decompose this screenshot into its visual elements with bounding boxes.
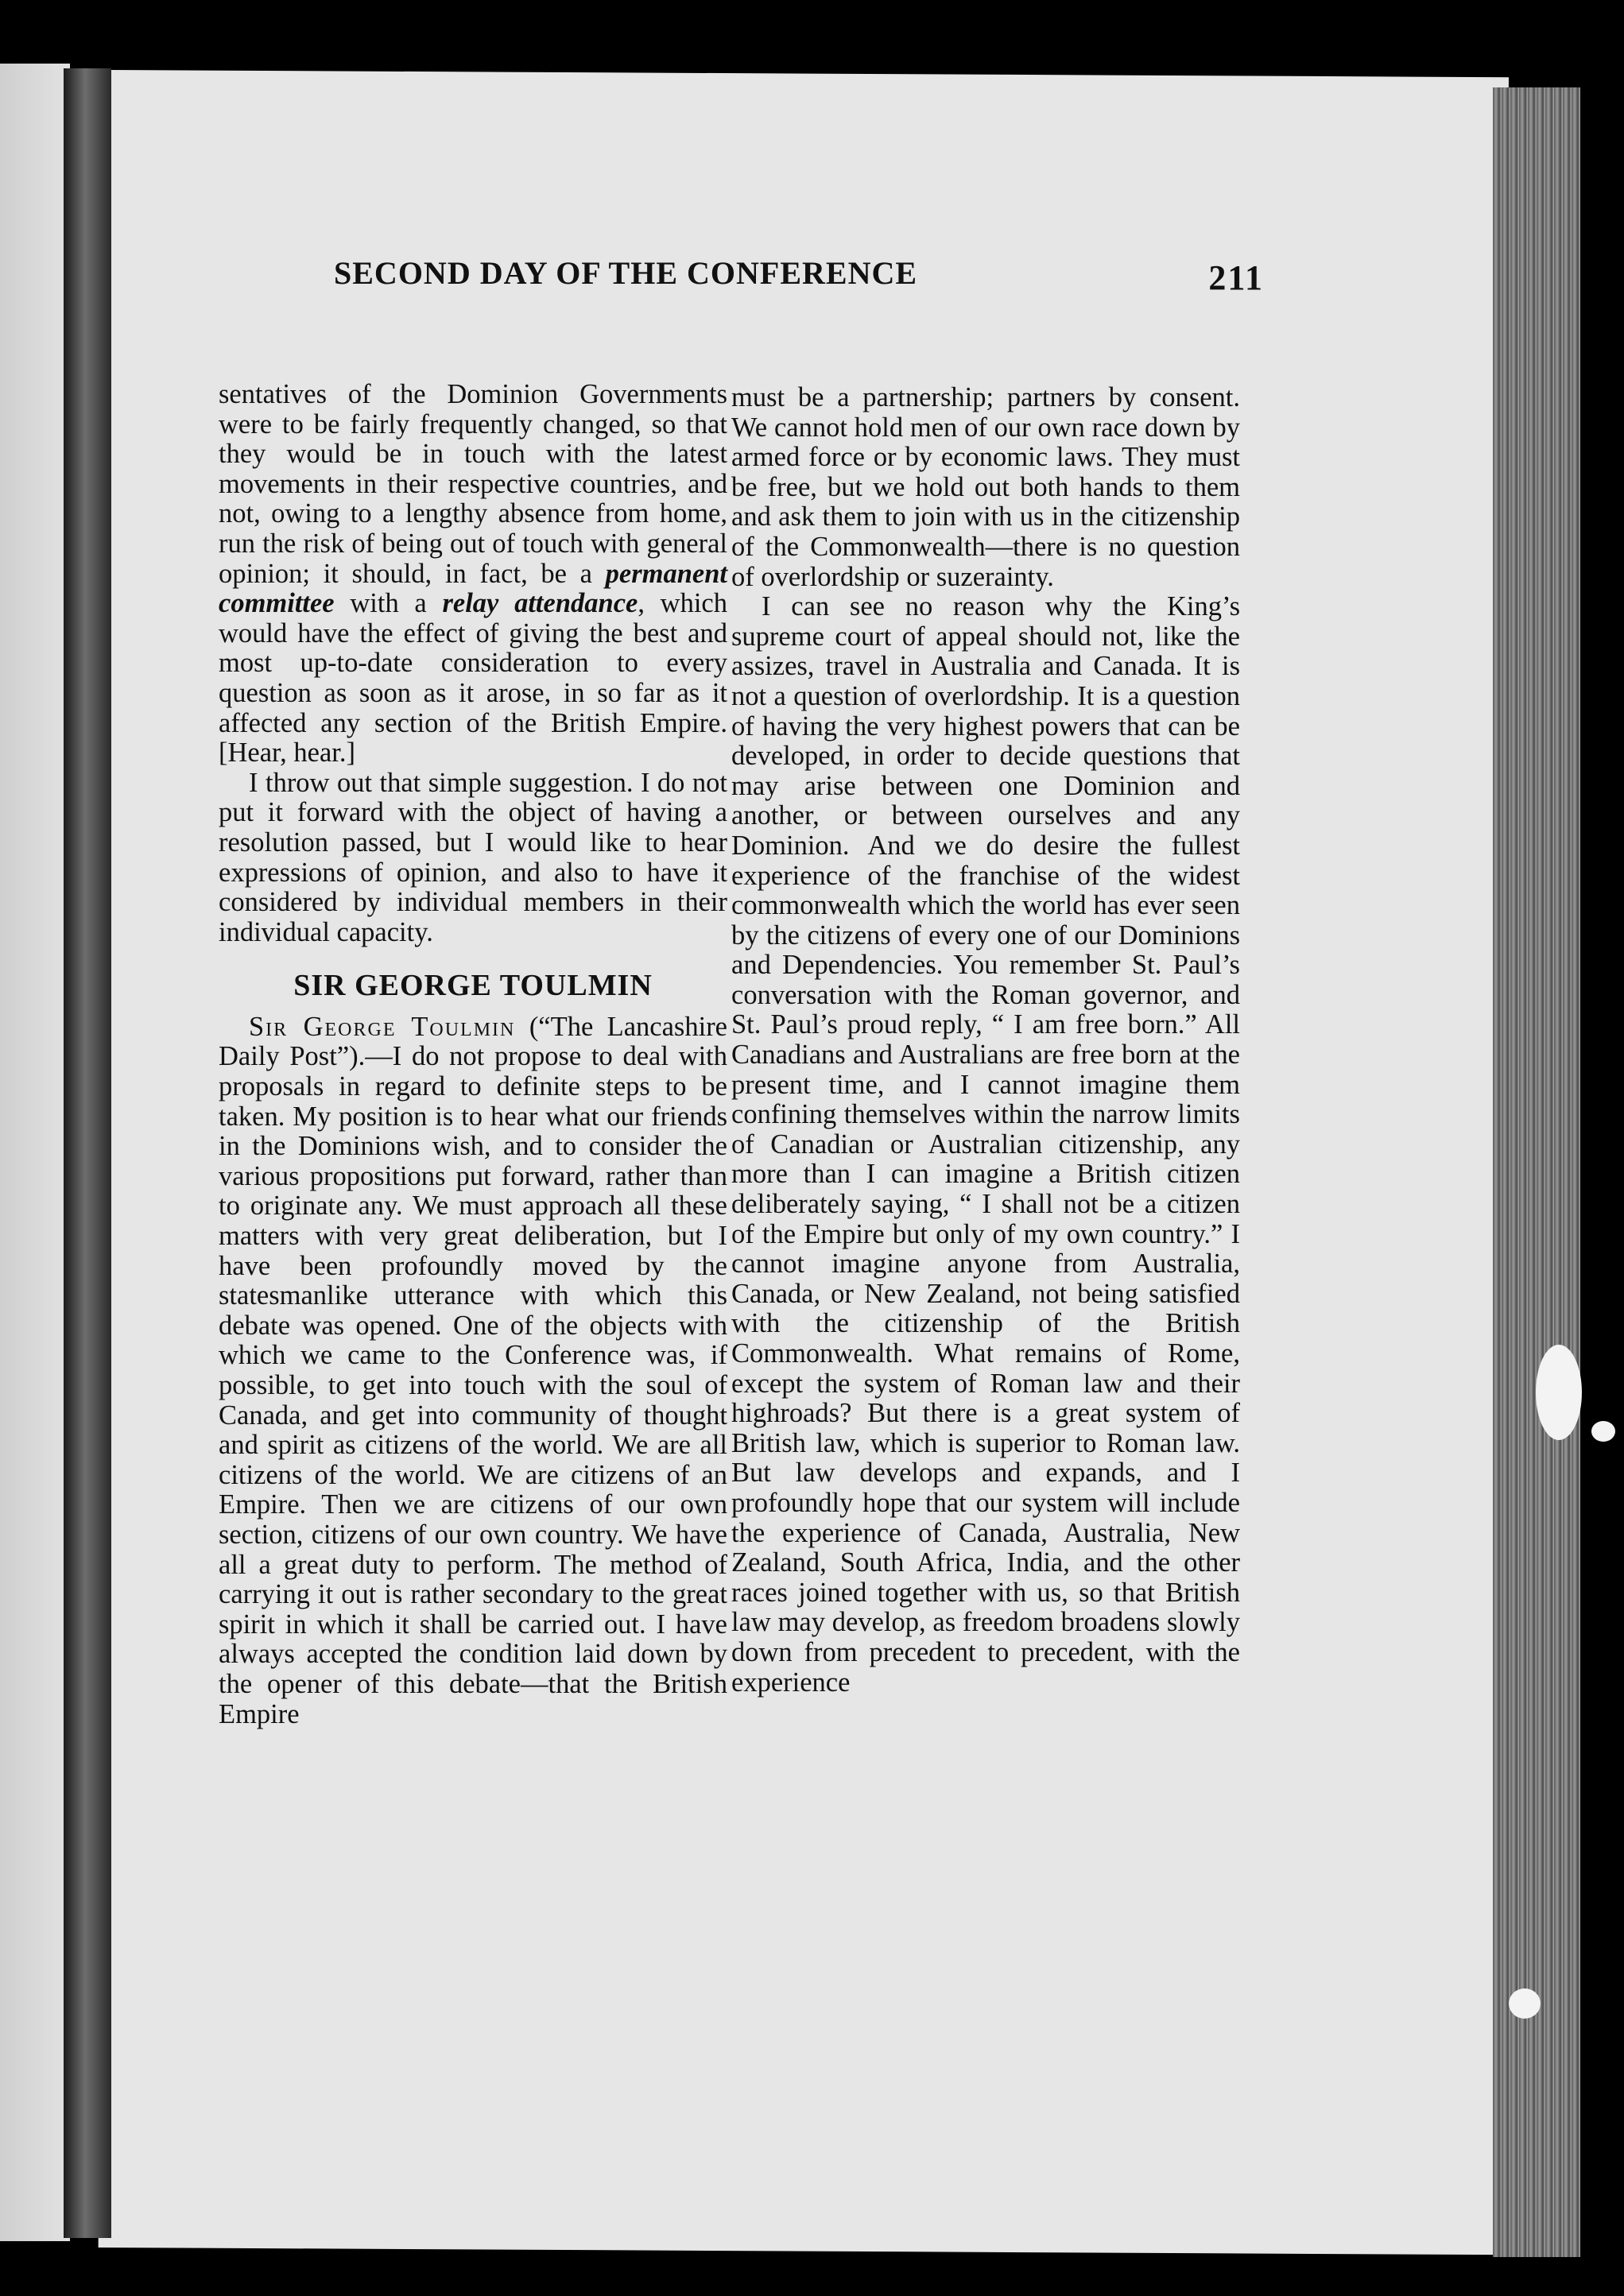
emphasis-text: permanent committee (219, 558, 727, 619)
emphasis-text: relay attendance (442, 588, 638, 619)
paper-blemish (1536, 1345, 1582, 1440)
paragraph (219, 1012, 727, 1729)
facing-page-edge (0, 64, 70, 2241)
paragraph: must be a partnership; partners by consent. We cannot hold men of our own race down by armed force or by economic laws. They must be free, but we hold out both hands to them and ask them to join with us in the citizenship of the Commonwealth—there is no question of overlordship or suzerainty. (731, 382, 1240, 592)
speaker-name: Sir George Toulmin (249, 1011, 516, 1042)
section-heading: SIR GEORGE TOULMIN (293, 969, 653, 1003)
page-number: 211 (1208, 258, 1264, 297)
paragraph: I can see no reason why the King’s supreme court of appeal should not, like the assizes, travel in Australia and Canada. It is not a question of overlordship. It is a question of having the very highest powers that can be developed, in order to decide questions that may arise between one Dominion and another, or between ourselves and any Dominion. And we do desire the fullest experience of the franchise of the widest commonwealth which the world has ever seen by the citizens of every one of our Dominions and Dependencies. You remember St. Paul’s conversation with the Roman governor, and St. Paul’s proud reply, “ I am free born.” All Canadians and Australians are free born at the present time, and I cannot imagine them confining themselves within the narrow limits of Canadian or Australian citizenship, any more than I can imagine a British citizen deliberately saying, “ I shall not be a citizen of the Empire but only of my own country.” I cannot imagine anyone from Australia, Canada, or New Zealand, not being satisfied with the citizenship of the British Commonwealth. What remains of Rome, except the system of Roman law and their highroads? But there is a great system of British law, which is superior to Roman law. But law develops and expands, and I profoundly hope that our system will include the experience of Canada, Australia, New Zealand, South Africa, India, and the other races joined together with us, so that British law may develop, as freedom broadens slowly down from precedent to precedent, with the experience (731, 591, 1240, 1698)
page-block-edge (1493, 87, 1580, 2257)
running-head-title: SECOND DAY OF THE CONFERENCE (334, 255, 918, 291)
text-run: sentatives of the Dominion Governments were to be fairly frequently changed, so that they would be in touch with the latest movements in their respective countries, and not, owing to a lengthy absence from home, run the risk of being out of touch with general opinion; it should, in fact, be a (219, 379, 727, 589)
paper-blemish (1509, 1988, 1541, 2019)
paragraph (219, 380, 727, 769)
book-gutter (64, 68, 111, 2238)
left-column (219, 380, 727, 1729)
text-run: (“The Lancashire Daily Post”).—I do not propose to deal with proposals in regard to definite steps to be taken. My position is to hear what our friends in the Dominions wish, and to consider the various propositions put forward, rather than to originate any. We must approach all these matters with very great deliberation, but I have been profoundly moved by the statesmanlike utterance with which this debate was opened. One of the objects with which we came to the Conference was, if possible, to get into touch with the soul of Canada, and get into community of thought and spirit as citizens of the world. We are all citizens of the world. We are citizens of an Empire. Then we are citizens of our own section, citizens of our own country. We have all a great duty to perform. The method of carrying it out is rather secondary to the great spirit in which it shall be carried out. I have always accepted the condition laid down by the opener of this debate—that the British Empire (219, 1011, 727, 1729)
text-run: , which would have the effect of giving the best and most up-to-date consideration to every question as soon as it arose, in so far as it affected any section of the British Empire. [Hear, hear.] (219, 588, 727, 769)
paragraph: I throw out that simple suggestion. I do not put it forward with the object of having a resolution passed, but I would like to hear expressions of opinion, and also to have it considered by individual members in their individual capacity. (219, 767, 727, 947)
right-column (731, 383, 1240, 1698)
text-run: with a (334, 588, 443, 619)
paper-blemish (1591, 1421, 1615, 1442)
running-head (334, 248, 1264, 296)
